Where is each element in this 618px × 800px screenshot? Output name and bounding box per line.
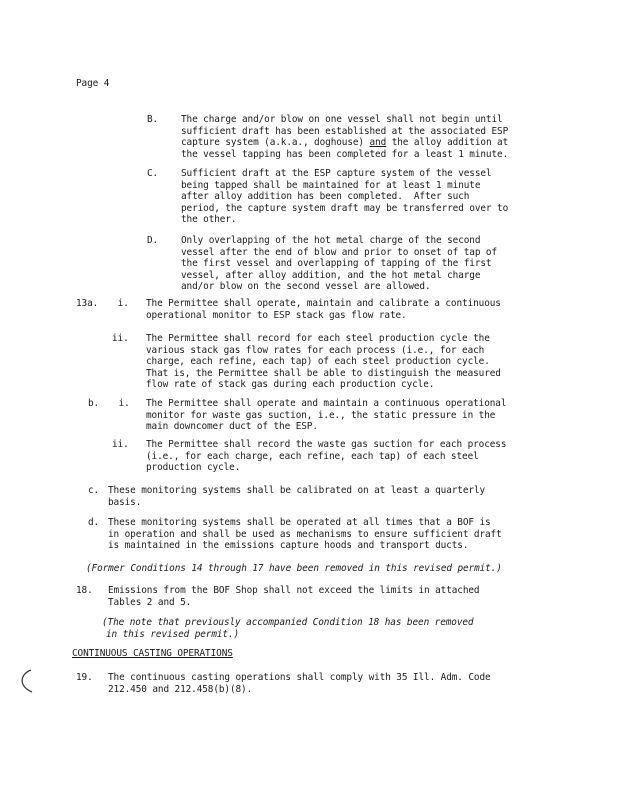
item-13a-ii-line-4: That is, the Permittee shall be able to distinguish the measured [146, 367, 501, 379]
condition-18-text [108, 585, 479, 608]
item-13a-i-line-2: operational monitor to ESP stack gas flow rate. [146, 309, 407, 321]
item-text-c-monitor [108, 485, 485, 508]
item-c-line-1: Sufficient draft at the ESP capture system of the vessel [181, 168, 492, 179]
item-label-c: C. [147, 168, 159, 179]
item-c-line-3: after alloy addition has been completed. After such [181, 191, 470, 203]
item-label-c-monitor: c. [88, 485, 100, 496]
item-c-monitor-line-1: These monitoring systems shall be calibrated on at least a quarterly [108, 485, 486, 496]
item-label-d: D. [147, 235, 159, 246]
item-label-b: B. [147, 114, 159, 125]
item-b-i-line-3: main downcomer duct of the ESP. [146, 421, 318, 433]
item-text-d-monitor [108, 517, 502, 552]
item-d-monitor-line-3: is maintained in the emissions capture hoods and transport ducts. [108, 540, 469, 552]
item-b-line-3-after: the alloy addition at [386, 137, 509, 149]
note-removed-conditions-14-17: (Former Conditions 14 through 17 have been removed in this revised permit.) [86, 563, 502, 574]
condition-19-text [108, 672, 491, 695]
item-d-line-2: vessel after the end of blow and prior to onset of tap of [181, 246, 498, 258]
note-removed-condition-18 [102, 617, 473, 640]
item-d-line-1: Only overlapping of the hot metal charge of the second [181, 235, 481, 246]
item-d-monitor-line-2: in operation and shall be used as mechanisms to ensure sufficient draft [108, 528, 502, 540]
condition-19-line-2: 212.450 and 212.458(b)(8). [108, 683, 253, 695]
item-label-b-i: b. i. [88, 398, 130, 409]
condition-19-line-1: The continuous casting operations shall comply with 35 Ill. Adm. Code [108, 672, 491, 683]
item-13a-ii-line-3: charge, each refine, each tap) of each steel production cycle. [146, 356, 490, 368]
item-b-underlined-and: and [369, 137, 387, 149]
item-label-13a-ii: ii. [112, 333, 129, 344]
item-text-13a-i [146, 298, 501, 321]
condition-19-label: 19. [76, 672, 93, 683]
item-text-d [181, 235, 497, 293]
item-b-line-4: the vessel tapping has been completed for a least 1 minute. [181, 148, 509, 160]
item-d-line-3: the first vessel and overlapping of tapping of the first [181, 258, 492, 270]
item-13a-ii-line-5: flow rate of stack gas during each production cycle. [146, 379, 435, 391]
condition-18-line-2: Tables 2 and 5. [108, 596, 192, 608]
item-13a-ii-line-2: various stack gas flow rates for each process (i.e., for each [146, 344, 485, 356]
section-heading-continuous-casting: CONTINUOUS CASTING OPERATIONS [72, 648, 233, 659]
item-text-b-i [146, 398, 506, 433]
item-text-c [181, 168, 508, 226]
condition-18-line-1: Emissions from the BOF Shop shall not exceed the limits in attached [108, 585, 480, 596]
note-18-line-1: (The note that previously accompanied Condition 18 has been removed [102, 617, 474, 628]
item-text-b-ii [146, 439, 506, 474]
scan-mark-icon [16, 668, 36, 694]
item-d-line-5: and/or blow on the second vessel are allowed. [181, 281, 431, 293]
item-b-i-line-2: monitor for waste gas suction, i.e., the static pressure in the [146, 409, 496, 421]
item-text-13a-ii [146, 333, 501, 391]
item-d-monitor-line-1: These monitoring systems shall be operated at all times that a BOF is [108, 517, 491, 528]
item-b-line-2: sufficient draft has been established at the associated ESP [181, 125, 509, 137]
item-label-13a-i: 13a. i. [76, 298, 129, 309]
item-text-b [181, 114, 508, 160]
item-b-ii-line-2: (i.e., for each charge, each refine, each tap) of each steel [146, 450, 479, 462]
item-c-line-2: being tapped shall be maintained for at least 1 minute [181, 179, 481, 191]
item-label-d-monitor: d. [88, 517, 100, 528]
item-c-line-4: period, the capture system draft may be transferred over to [181, 202, 509, 214]
item-label-b-ii: ii. [112, 439, 129, 450]
item-b-ii-line-1: The Permittee shall record the waste gas suction for each process [146, 439, 507, 450]
item-b-ii-line-3: production cycle. [146, 462, 241, 474]
item-b-i-line-1: The Permittee shall operate and maintain a continuous operational [146, 398, 507, 409]
item-b-line-1: The charge and/or blow on one vessel shall not begin until [181, 114, 503, 125]
note-18-line-2: in this revised permit.) [106, 628, 240, 640]
item-13a-i-line-1: The Permittee shall operate, maintain and calibrate a continuous [146, 298, 501, 309]
item-13a-ii-line-1: The Permittee shall record for each steel production cycle the [146, 333, 490, 344]
item-c-monitor-line-2: basis. [108, 496, 142, 508]
item-c-line-5: the other. [181, 214, 237, 226]
page-header: Page 4 [76, 78, 110, 89]
item-b-line-3-before: capture system (a.k.a., doghouse) [181, 137, 370, 149]
item-d-line-4: vessel, after alloy addition, and the hot metal charge [181, 269, 481, 281]
item-b-line-3 [181, 137, 508, 149]
condition-18-label: 18. [76, 585, 93, 596]
